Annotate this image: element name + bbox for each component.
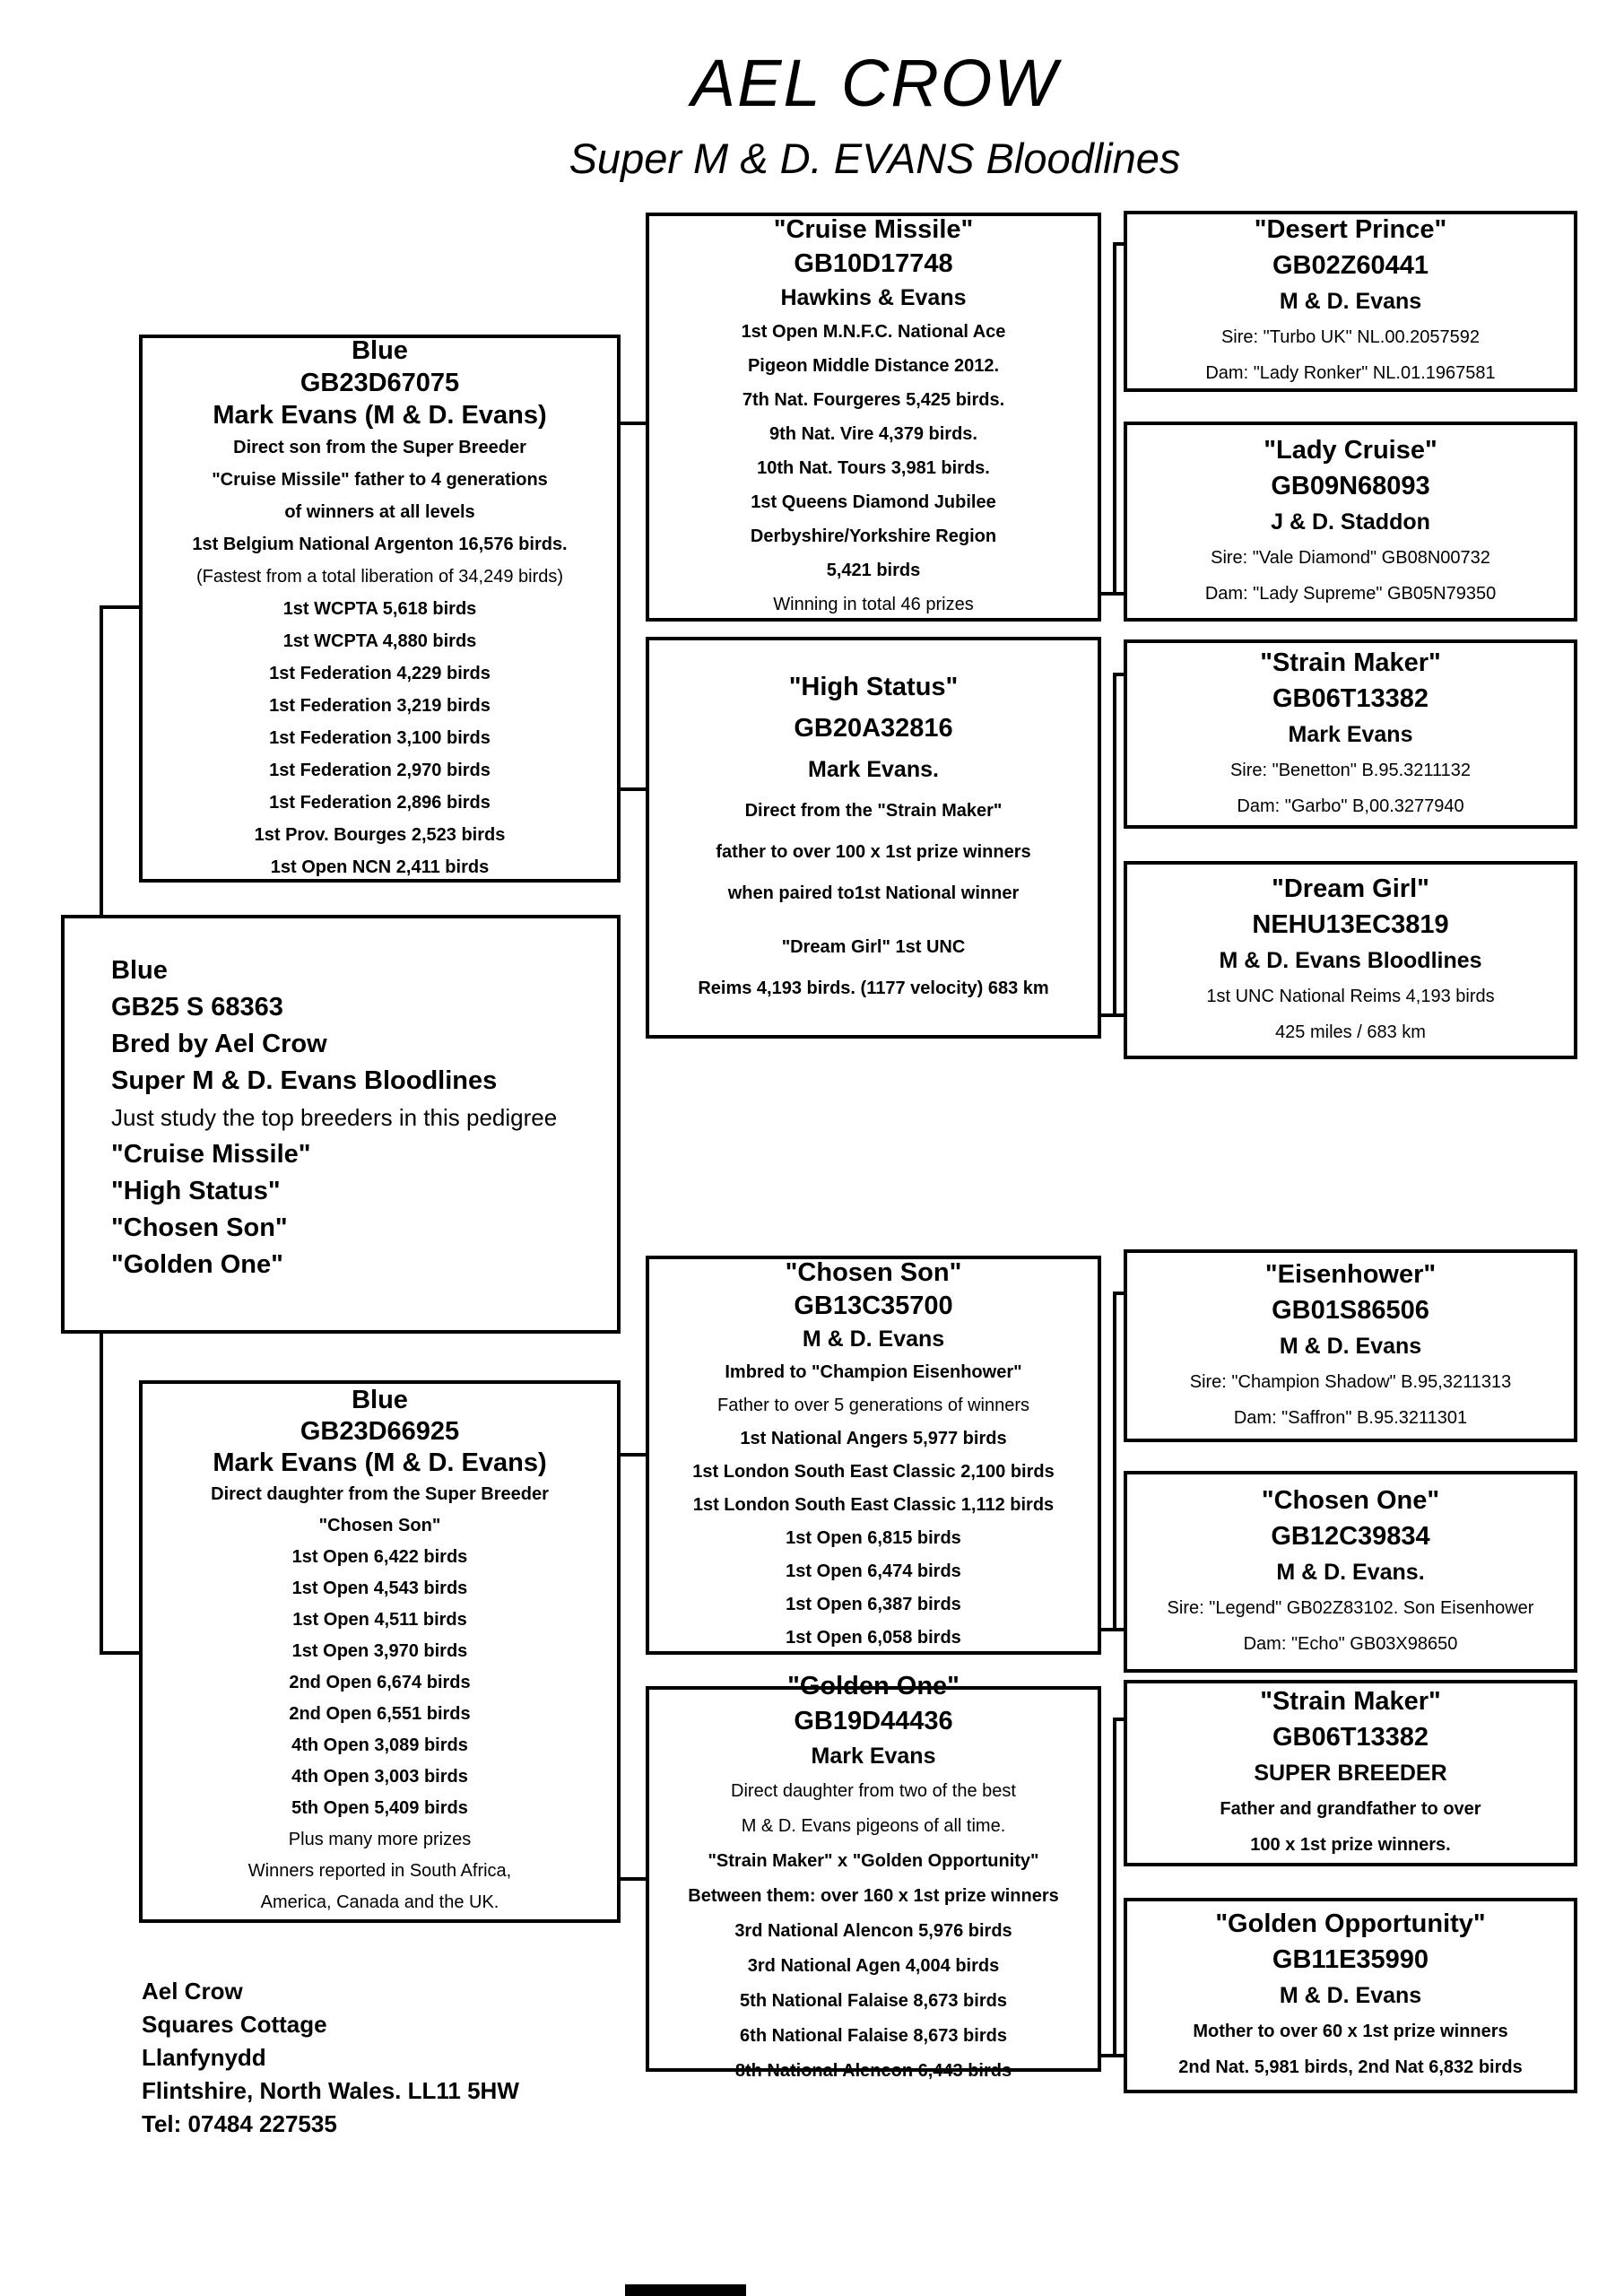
text-line: Mother to over 60 x 1st prize winners [1193, 2022, 1508, 2041]
pedigree-box-lady-cruise [1124, 422, 1577, 622]
connector-dam-chosen-son [617, 1453, 649, 1457]
text-line: M & D. Evans [1279, 1983, 1422, 2008]
text-line: GB01S86506 [1272, 1295, 1429, 1325]
text-line: GB25 S 68363 [111, 993, 283, 1022]
text-line: 1st Open 6,058 birds [786, 1627, 961, 1648]
text-line: GB06T13382 [1272, 1723, 1429, 1752]
text-line: 3rd National Agen 4,004 birds [747, 1956, 1000, 1976]
text-line: 1st Federation 2,896 birds [269, 792, 491, 813]
connector-dam-golden-one [617, 1877, 649, 1881]
page-title: AEL CROW [690, 46, 1059, 120]
connector-cm-lady-cruise [1099, 592, 1125, 596]
pedigree-box-high-status [646, 637, 1101, 1039]
pedigree-box-strain-maker-1 [1124, 639, 1577, 829]
text-line: 1st Open 6,387 birds [786, 1594, 961, 1614]
text-line: GB23D67075 [300, 368, 460, 397]
text-line: Mark Evans. [808, 757, 939, 782]
text-line: Flintshire, North Wales. LL11 5HW [142, 2077, 519, 2104]
text-line: "Desert Prince" [1254, 215, 1447, 244]
text-line: "Strain Maker" x "Golden Opportunity" [708, 1851, 1039, 1871]
text-line: GB02Z60441 [1272, 251, 1429, 280]
text-line: Llanfynydd [142, 2044, 266, 2071]
text-line: "Chosen Son" [785, 1257, 962, 1287]
text-line: GB19D44436 [794, 1707, 953, 1735]
text-line: GB11E35990 [1272, 1945, 1429, 1974]
text-line: Mark Evans (M & D. Evans) [213, 1448, 547, 1477]
text-line: Blue [111, 956, 168, 985]
text-line: 4th Open 3,003 birds [291, 1767, 468, 1787]
text-line: Mark Evans [811, 1744, 936, 1769]
text-line: "Chosen Son" [318, 1516, 441, 1535]
text-line: 1st Federation 4,229 birds [269, 663, 491, 683]
text-line: Winning in total 46 prizes [773, 595, 974, 614]
pedigree-box-golden-opportunity [1124, 1898, 1577, 2093]
connector-sire-cruise-missile [617, 422, 649, 425]
text-line: GB06T13382 [1272, 683, 1429, 713]
text-line: 1st Federation 3,219 birds [269, 695, 491, 716]
text-line: "Lady Cruise" [1264, 435, 1437, 465]
connector-sire-high-status [617, 787, 649, 791]
text-line: Between them: over 160 x 1st prize winners [688, 1886, 1059, 1906]
text-line: 1st London South East Classic 2,100 birds [692, 1461, 1055, 1482]
text-line: father to over 100 x 1st prize winners [716, 842, 1031, 862]
text-line: Direct son from the Super Breeder [233, 437, 526, 457]
text-line: Sire: "Legend" GB02Z83102. Son Eisenhower [1167, 1597, 1534, 1618]
text-line: "Golden One" [787, 1672, 960, 1700]
text-line: 8th National Alencon 6,443 birds [734, 2061, 1012, 2081]
connector-cs-chosen-one [1099, 1628, 1125, 1631]
text-line: GB20A32816 [794, 714, 953, 743]
pedigree-box-golden-one [646, 1672, 1101, 2081]
text-line: M & D. Evans. [1276, 1559, 1425, 1585]
text-line: "Eisenhower" [1264, 1259, 1437, 1289]
text-line: Just study the top breeders in this pedigree [111, 1104, 558, 1131]
text-line: Dam: "Lady Ronker" NL.01.1967581 [1205, 363, 1496, 383]
pedigree-box-strain-maker-2 [1124, 1680, 1577, 1866]
text-line: 5th Open 5,409 birds [291, 1798, 468, 1818]
connector-sire-stub [100, 605, 143, 609]
text-line: 2nd Nat. 5,981 birds, 2nd Nat 6,832 birds [1178, 2057, 1523, 2077]
connector-dam-stub [100, 1651, 143, 1655]
text-line: M & D. Evans [1279, 289, 1422, 314]
text-line: 1st Federation 2,970 birds [269, 760, 491, 780]
pedigree-box-chosen-one [1124, 1471, 1577, 1673]
text-line: GB12C39834 [1271, 1521, 1430, 1551]
text-line: Squares Cottage [142, 2011, 327, 2038]
text-line: Dam: "Saffron" B.95.3211301 [1233, 1407, 1468, 1428]
text-line: 1st Federation 3,100 birds [269, 727, 491, 748]
text-line: 2nd Open 6,551 birds [289, 1704, 471, 1724]
text-line: 1st Open 6,422 birds [291, 1547, 468, 1567]
text-line: 1st Open 4,511 birds [292, 1610, 467, 1630]
text-line: "Golden Opportunity" [1215, 1909, 1486, 1938]
text-line: Pigeon Middle Distance 2012. [747, 356, 1000, 376]
text-line: Direct from the "Strain Maker" [744, 801, 1003, 821]
pedigree-box-chosen-son [646, 1256, 1101, 1655]
pedigree-box-sire-blue-gb23d67075 [139, 335, 621, 883]
text-line: Blue [352, 1386, 408, 1414]
text-line: Ael Crow [142, 1978, 243, 2005]
text-line: M & D. Evans [802, 1326, 945, 1352]
connector-hs-dream-girl [1099, 1013, 1125, 1017]
text-line: 100 x 1st prize winners. [1250, 1835, 1451, 1855]
text-line: 9th Nat. Vire 4,379 birds. [769, 424, 977, 444]
text-line: Dam: "Echo" GB03X98650 [1243, 1633, 1458, 1654]
text-line: Sire: "Turbo UK" NL.00.2057592 [1220, 327, 1481, 347]
text-line: J & D. Staddon [1271, 509, 1430, 535]
text-line: 1st Belgium National Argenton 16,576 birds. [192, 534, 568, 554]
text-line: Dam: "Garbo" B,00.3277940 [1237, 796, 1464, 816]
pedigree-box-eisenhower [1124, 1249, 1577, 1442]
text-line: M & D. Evans pigeons of all time. [741, 1816, 1006, 1836]
text-line: Reims 4,193 birds. (1177 velocity) 683 km [698, 978, 1049, 998]
text-line: Tel: 07484 227535 [142, 2110, 337, 2137]
text-line: (Fastest from a total liberation of 34,249 birds) [195, 566, 564, 587]
pedigree-box-cruise-missile [646, 213, 1101, 622]
text-line: 6th National Falaise 8,673 birds [740, 2026, 1007, 2046]
text-line: "Cruise Missile" [773, 215, 974, 244]
text-line: 1st Prov. Bourges 2,523 birds [254, 824, 506, 845]
text-line: 5,421 birds [826, 561, 921, 580]
text-line: Bred by Ael Crow [111, 1030, 327, 1058]
text-line: 1st Open 4,543 birds [291, 1578, 468, 1598]
text-line: Derbyshire/Yorkshire Region [750, 526, 997, 546]
text-line: GB10D17748 [794, 249, 953, 278]
text-line: 1st WCPTA 5,618 birds [282, 598, 477, 619]
connector-cs-bracket [1113, 1292, 1116, 1631]
text-line: GB09N68093 [1271, 471, 1430, 500]
text-line: Blue [352, 335, 408, 365]
page-subtitle: Super M & D. EVANS Bloodlines [569, 135, 1181, 182]
text-line: 7th Nat. Fourgeres 5,425 birds. [742, 390, 1005, 410]
text-line: 1st Open 3,970 birds [291, 1641, 468, 1661]
text-line: 1st Open 6,474 birds [786, 1561, 961, 1581]
pedigree-box-desert-prince [1124, 211, 1577, 392]
text-line: America, Canada and the UK. [260, 1892, 499, 1912]
text-line: Super M & D. Evans Bloodlines [111, 1066, 498, 1095]
text-line: SUPER BREEDER [1254, 1761, 1447, 1786]
text-line: NEHU13EC3819 [1252, 909, 1449, 939]
text-line: when paired to1st National winner [727, 883, 1020, 903]
text-line: 10th Nat. Tours 3,981 birds. [757, 458, 990, 478]
text-line: 1st London South East Classic 1,112 birds [692, 1494, 1055, 1515]
text-line: 4th Open 3,089 birds [291, 1735, 468, 1755]
text-line: "Dream Girl" [1272, 874, 1429, 903]
text-line: of winners at all levels [284, 501, 475, 522]
text-line: "Chosen Son" [111, 1213, 288, 1242]
text-line: 1st WCPTA 4,880 birds [282, 631, 477, 651]
pedigree-box-subject-blue-gb25s68363 [61, 915, 621, 1334]
text-line: "High Status" [111, 1177, 281, 1205]
text-line: M & D. Evans Bloodlines [1219, 947, 1482, 973]
pedigree-box-dream-girl [1124, 861, 1577, 1059]
text-line: 425 miles / 683 km [1275, 1022, 1426, 1042]
text-line: Winners reported in South Africa, [248, 1861, 512, 1881]
text-line: GB13C35700 [794, 1291, 953, 1320]
title-block [126, 45, 1624, 183]
scan-artifact-mark [625, 2284, 746, 2296]
text-line: "Dream Girl" 1st UNC [781, 937, 966, 957]
text-line: Hawkins & Evans [780, 285, 967, 310]
text-line: Sire: "Benetton" B.95.3211132 [1229, 760, 1472, 780]
text-line: Direct daughter from two of the best [731, 1781, 1016, 1801]
connector-go-golden-opportunity [1099, 2054, 1125, 2057]
text-line: Mark Evans (M & D. Evans) [213, 400, 547, 430]
text-line: Dam: "Lady Supreme" GB05N79350 [1204, 583, 1497, 604]
text-line: Direct daughter from the Super Breeder [211, 1484, 549, 1504]
text-line: 1st Open NCN 2,411 birds [270, 857, 490, 877]
text-line: "Golden One" [111, 1250, 283, 1279]
connector-hs-bracket [1113, 673, 1116, 1017]
text-line: "Chosen One" [1261, 1485, 1440, 1515]
text-line: Sire: "Champion Shadow" B.95,3211313 [1189, 1371, 1512, 1392]
text-line: Sire: "Vale Diamond" GB08N00732 [1211, 547, 1490, 568]
pedigree-box-dam-blue-gb23d66925 [139, 1380, 621, 1923]
text-line: Mark Evans [1288, 721, 1413, 747]
text-line: M & D. Evans [1279, 1333, 1422, 1359]
text-line: "Cruise Missile" father to 4 generations [212, 469, 548, 490]
text-line: Imbred to "Champion Eisenhower" [725, 1361, 1022, 1382]
text-line: 1st Open M.N.F.C. National Ace [741, 322, 1006, 342]
text-line: 1st Open 6,815 birds [786, 1527, 961, 1548]
text-line: GB23D66925 [300, 1417, 460, 1446]
text-line: Plus many more prizes [288, 1830, 472, 1849]
contact-block [142, 1975, 519, 2141]
connector-go-bracket [1113, 1718, 1116, 2057]
connector-cm-bracket [1113, 242, 1116, 596]
text-line: 3rd National Alencon 5,976 birds [734, 1921, 1012, 1941]
text-line: "Cruise Missile" [111, 1140, 311, 1169]
text-line: Father and grandfather to over [1220, 1799, 1481, 1819]
text-line: 1st National Angers 5,977 birds [740, 1428, 1007, 1448]
text-line: "High Status" [788, 673, 959, 701]
text-line: 1st UNC National Reims 4,193 birds [1206, 986, 1495, 1006]
text-line: 1st Queens Diamond Jubilee [751, 492, 996, 512]
text-line: 5th National Falaise 8,673 birds [740, 1991, 1007, 2011]
text-line: "Strain Maker" [1260, 1687, 1441, 1716]
text-line: Father to over 5 generations of winners [717, 1395, 1029, 1415]
text-line: "Strain Maker" [1260, 648, 1441, 677]
text-line: 2nd Open 6,674 birds [289, 1673, 471, 1692]
